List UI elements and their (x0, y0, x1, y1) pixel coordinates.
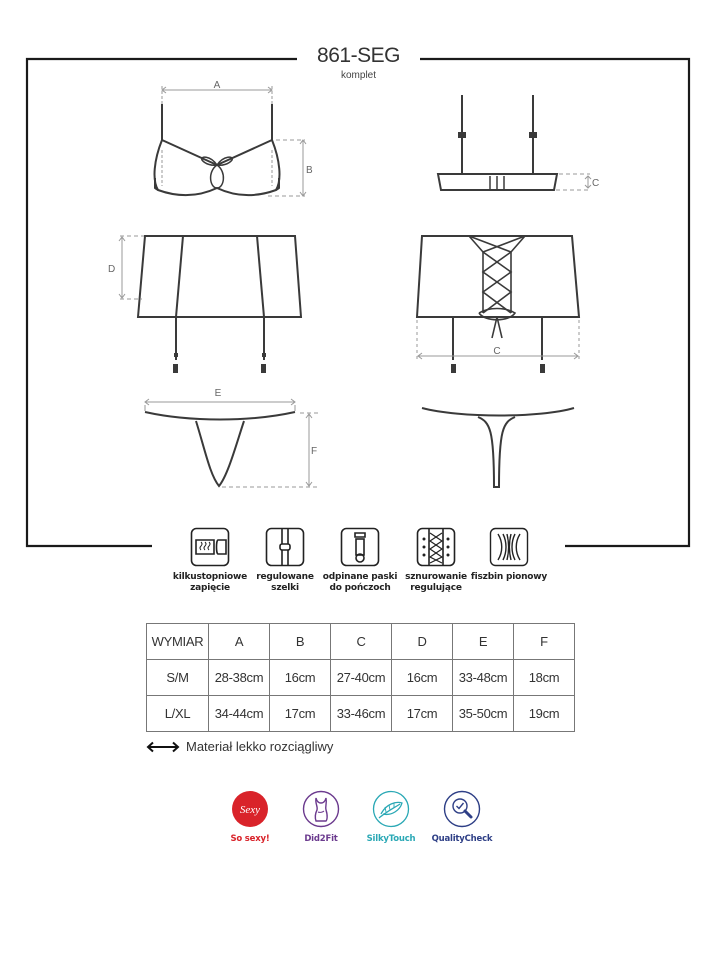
dimension-label-a: A (213, 80, 221, 91)
table-cell: 17cm (392, 696, 453, 732)
table-row (147, 660, 575, 696)
badge-did2fit (281, 790, 361, 844)
table-cell: 28-38cm (209, 660, 270, 696)
thong-front-drawing (145, 388, 318, 487)
table-cell: 33-48cm (453, 660, 514, 696)
feature-label-line2: zapięcie (190, 583, 230, 593)
sexy-icon (231, 790, 269, 828)
stretch-note-text: Materiał lekko rozciągliwy (186, 739, 334, 754)
table-cell: 27-40cm (331, 660, 392, 696)
did2fit-icon (302, 790, 340, 828)
size-table (146, 623, 575, 732)
table-cell: S/M (147, 660, 209, 696)
feature-label-line1: regulowane (256, 572, 314, 582)
feature-label-line1: fiszbin pionowy (470, 572, 548, 582)
table-cell: 17cm (270, 696, 331, 732)
badge-so-sexy (210, 790, 290, 844)
dimension-label-f: F (311, 446, 318, 457)
garter-belt-back-drawing (417, 236, 579, 373)
feature-label-line1: kilkustopniowe (172, 572, 248, 582)
table-header-cell: E (453, 624, 514, 660)
table-header-cell: F (514, 624, 575, 660)
svg-text:Sexy: Sexy (239, 804, 261, 816)
badge-silkytouch (351, 790, 431, 844)
table-header-cell: C (331, 624, 392, 660)
table-header-cell: D (392, 624, 453, 660)
magnifier-check-icon (443, 790, 481, 828)
table-cell: 16cm (392, 660, 453, 696)
multi-hook-closure-icon (190, 527, 230, 567)
table-cell: 16cm (270, 660, 331, 696)
vertical-boning-icon (489, 527, 529, 567)
dimension-label-b: B (306, 165, 313, 176)
feather-icon (372, 790, 410, 828)
table-cell: L/XL (147, 696, 209, 732)
table-cell: 18cm (514, 660, 575, 696)
double-arrow-icon (146, 741, 180, 753)
badge-label: Did2Fit (304, 834, 338, 844)
table-header-cell: B (270, 624, 331, 660)
stretch-note (146, 739, 333, 754)
adjustable-straps-icon (265, 527, 305, 567)
product-type-subtitle: komplet (340, 70, 376, 81)
detachable-garters-icon (340, 527, 380, 567)
dimension-label-d: D (108, 264, 116, 275)
table-row (147, 696, 575, 732)
feature-label-line2: regulujące (410, 583, 462, 593)
badge-qualitycheck (422, 790, 502, 844)
table-header-cell: A (209, 624, 270, 660)
feature-label-line2: szelki (271, 583, 299, 593)
frame (27, 59, 689, 546)
bra-front-drawing (155, 80, 313, 196)
feature-vertical-boning (459, 527, 559, 583)
garter-belt-front-drawing (108, 236, 301, 373)
table-cell: 35-50cm (453, 696, 514, 732)
table-header-row (147, 624, 575, 660)
dimension-label-c-garter: C (493, 346, 501, 357)
table-cell: 19cm (514, 696, 575, 732)
product-code-title: 861-SEG (317, 44, 400, 67)
badge-label: SilkyTouch (366, 834, 416, 844)
thong-back-drawing (422, 408, 574, 487)
feature-label-line1: sznurowanie (405, 572, 467, 582)
table-cell: 33-46cm (331, 696, 392, 732)
badge-label: QualityCheck (431, 834, 493, 844)
feature-label-line2: do pończoch (329, 583, 391, 593)
bra-back-drawing (438, 95, 599, 190)
dimension-label-e: E (214, 388, 222, 399)
lacing-icon (416, 527, 456, 567)
dimension-label-c-bra: C (592, 178, 600, 189)
table-header-cell: WYMIAR (147, 624, 209, 660)
badge-label: So sexy! (230, 834, 270, 844)
table-cell: 34-44cm (209, 696, 270, 732)
feature-label-line1: odpinane paski (322, 572, 398, 582)
